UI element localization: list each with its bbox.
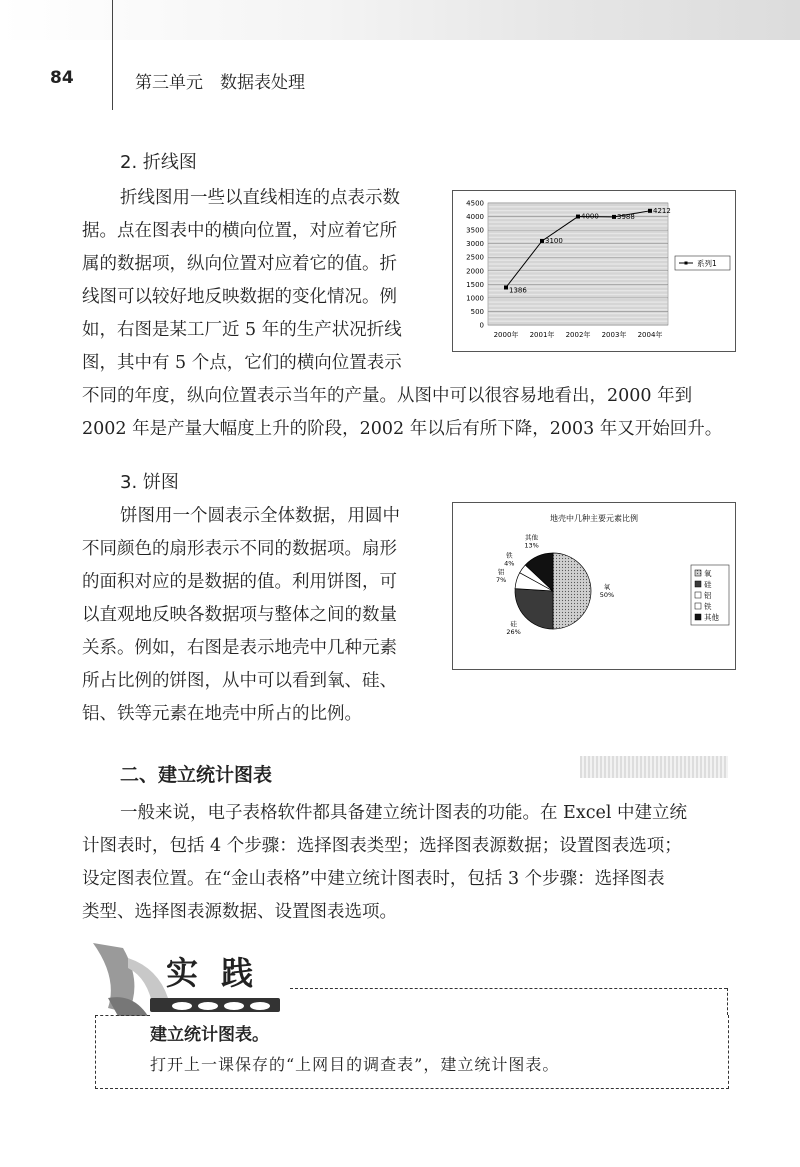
data-label: 3100 [545, 236, 563, 245]
text-line: 饼图用一个圆表示全体数据，用圆中 [120, 506, 400, 526]
pie-slice [515, 589, 553, 629]
data-point [540, 239, 544, 243]
ovals-decor [150, 999, 280, 1013]
practice-title-bar [150, 998, 280, 1012]
pie-paragraph-first [120, 500, 440, 533]
line-paragraph-full [82, 380, 742, 446]
legend-label: 系列1 [697, 259, 717, 268]
x-tick-label: 2004年 [637, 331, 663, 339]
pie-title: 地壳中几种主要元素比例 [550, 514, 638, 523]
y-tick-label: 4500 [466, 199, 484, 208]
section-title-line: 2. 折线图 [120, 152, 197, 173]
x-tick-label: 2003年 [601, 331, 627, 339]
practice-task-text: 打开上一课保存的“上网目的调查表”，建立统计图表。 [150, 1055, 560, 1074]
slice-percent-label: 50% [599, 591, 615, 599]
data-point [504, 285, 508, 289]
slice-category-label: 铁 [506, 551, 513, 560]
y-tick-label: 4000 [466, 213, 484, 222]
text-line: 计图表时，包括 4 个步骤：选择图表类型；选择图表源数据；设置图表选项； [82, 836, 682, 856]
text-line: 所占比例的饼图，从中可以看到氧、硅、 [82, 671, 397, 691]
section-title-pie: 3. 饼图 [120, 472, 179, 493]
y-tick-label: 3500 [466, 226, 484, 235]
y-tick-label: 2500 [466, 253, 484, 262]
x-tick-label: 2001年 [529, 331, 555, 339]
slice-percent-label: 13% [524, 541, 539, 550]
header-divider [112, 0, 113, 110]
text-line: 如，右图是某工厂近 5 年的生产状况折线 [82, 320, 402, 340]
pie-paragraph [82, 533, 442, 731]
legend-swatch [695, 614, 701, 620]
pie-chart-box [452, 502, 736, 670]
pie-chart [453, 503, 735, 669]
legend-label: 铁 [704, 602, 712, 611]
text-line: 以直观地反映各数据项与整体之间的数量 [82, 605, 397, 625]
legend-label: 硅 [704, 580, 712, 589]
data-point [576, 215, 580, 219]
legend-swatch [695, 581, 701, 587]
slice-category-label: 其他 [525, 533, 539, 542]
text-line: 不同颜色的扇形表示不同的数据项。扇形 [82, 539, 397, 559]
text-line: 的面积对应的是数据的值。利用饼图，可 [82, 572, 397, 592]
y-tick-label: 1000 [466, 294, 484, 303]
practice-right-dash [727, 988, 728, 1015]
slice-percent-label: 7% [495, 575, 507, 584]
line-chart [453, 191, 735, 351]
practice-top-dash [290, 988, 727, 989]
slice-category-label: 氧 [603, 583, 611, 591]
y-tick-label: 0 [479, 321, 484, 330]
slice-percent-label: 4% [504, 559, 515, 568]
text-line: 铝、铁等元素在地壳中所占的比例。 [82, 704, 362, 724]
text-line: 折线图用一些以直线相连的点表示数 [120, 188, 400, 208]
line-chart-box [452, 190, 736, 352]
x-tick-label: 2000年 [493, 331, 519, 339]
data-label: 3988 [617, 212, 635, 221]
y-tick-label: 500 [470, 307, 484, 316]
data-label: 1386 [509, 286, 527, 295]
practice-left-dash [95, 1015, 150, 1016]
legend-swatch [695, 570, 701, 576]
section-title-build: 二、建立统计图表 [120, 764, 273, 786]
y-tick-label: 3000 [466, 240, 484, 249]
legend-label: 其他 [704, 613, 719, 622]
legend-label: 铝 [704, 591, 712, 600]
slice-category-label: 硅 [510, 619, 517, 628]
header-band [0, 0, 800, 40]
text-line: 不同的年度，纵向位置表示当年的产量。从图中可以很容易地看出，2000 年到 [82, 386, 693, 406]
line-paragraph-wrap [120, 182, 440, 215]
text-line: 线图可以较好地反映数据的变化情况。例 [82, 287, 397, 307]
slice-percent-label: 26% [506, 627, 521, 636]
page-number: 84 [50, 68, 74, 88]
y-tick-label: 1500 [466, 280, 484, 289]
text-line: 关系。例如，右图是表示地壳中几种元素 [82, 638, 397, 658]
text-line: 一般来说，电子表格软件都具备建立统计图表的功能。在 Excel 中建立统 [120, 803, 688, 823]
unit-title: 第三单元 数据表处理 [135, 73, 305, 93]
data-label: 4212 [653, 206, 671, 215]
text-line: 图，其中有 5 个点，它们的横向位置表示 [82, 353, 402, 373]
pie-slice [553, 553, 591, 629]
slice-category-label: 铝 [497, 567, 505, 576]
text-line: 据。点在图表中的横向位置，对应着它所 [82, 221, 397, 241]
data-label: 4000 [581, 212, 599, 221]
data-point [648, 209, 652, 213]
y-tick-label: 2000 [466, 267, 484, 276]
practice-task-title: 建立统计图表。 [150, 1025, 269, 1045]
build-paragraph [82, 797, 752, 929]
heading-decor-bar [580, 756, 728, 778]
x-tick-label: 2002年 [565, 331, 591, 339]
text-line: 类型、选择图表源数据、设置图表选项。 [82, 902, 397, 922]
data-point [612, 215, 616, 219]
line-paragraph [82, 215, 442, 380]
legend-marker [685, 262, 688, 265]
legend-swatch [695, 603, 701, 609]
text-line: 设定图表位置。在“金山表格”中建立统计图表时，包括 3 个步骤：选择图表 [82, 869, 665, 889]
practice-title: 实 践 [166, 954, 260, 992]
legend-swatch [695, 592, 701, 598]
text-line: 属的数据项，纵向位置对应着它的值。折 [82, 254, 397, 274]
text-line: 2002 年是产量大幅度上升的阶段，2002 年以后有所下降，2003 年又开始回升。 [82, 419, 723, 439]
legend-label: 氧 [704, 569, 712, 578]
